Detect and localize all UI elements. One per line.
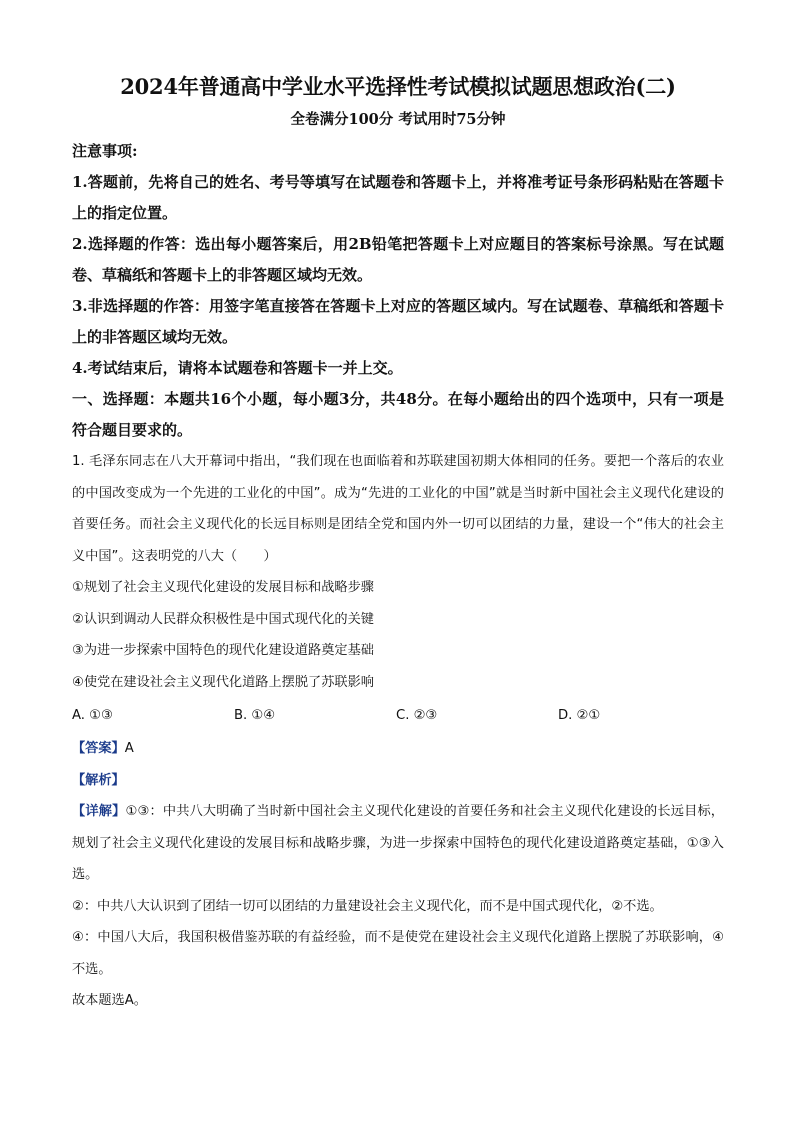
option-d: D. ②①: [558, 708, 601, 723]
document-title: 2024年普通高中学业水平选择性考试模拟试题思想政治(二): [120, 74, 676, 99]
analysis-line: [72, 765, 724, 797]
detail-text-1: ①③：中共八大明确了当时新中国社会主义现代化建设的首要任务和社会主义现代化建设的长远目标，规划了社会主义现代化建设的发展目标和战略步骤，为进一步探索中国特色的现代化建设道路奠定基础，①③入选。: [72, 804, 724, 882]
statement-4: ④使党在建设社会主义现代化道路上摆脱了苏联影响: [72, 674, 374, 690]
conclusion: 故本题选A。: [72, 993, 147, 1008]
answer-line: [72, 733, 724, 765]
exam-info: 全卷满分100分 考试用时75分钟: [290, 111, 506, 128]
answer-options: [72, 700, 724, 731]
answer-tag: 【答案】: [72, 741, 125, 756]
option-a: A. ①③: [72, 708, 113, 723]
notice-item-2: 2.选择题的作答：选出每小题答案后，用2B铅笔把答题卡上对应题目的答案标号涂黑。写在试题卷、草稿纸和答题卡上的非答题区域均无效。: [72, 235, 724, 284]
notice-heading: 注意事项:: [72, 142, 138, 160]
detail-paragraph-3: ④：中国八大后，我国积极借鉴苏联的有益经验，而不是使党在建设社会主义现代化道路上摆脱了苏联影响，④不选。: [72, 930, 724, 977]
option-b: B. ①④: [234, 708, 276, 723]
detail-paragraph-1: [72, 796, 724, 891]
statement-3: ③为进一步探索中国特色的现代化建设道路奠定基础: [72, 643, 374, 658]
analysis-tag: 【解析】: [72, 772, 125, 788]
section-heading: 一、选择题：本题共16个小题，每小题3分，共48分。在每小题给出的四个选项中，只有一项是符合题目要求的。: [72, 390, 724, 439]
detail-paragraph-2: ②：中共八大认识到了团结一切可以团结的力量建设社会主义现代化，而不是中国式现代化，②不选。: [72, 898, 663, 914]
answer-value: A: [124, 741, 134, 756]
option-c: C. ②③: [396, 708, 438, 723]
notice-item-1: 1.答题前，先将自己的姓名、考号等填写在试题卷和答题卡上，并将准考证号条形码粘贴在答题卡上的指定位置。: [72, 173, 724, 222]
document-page: [72, 64, 724, 1017]
notice-item-4: 4.考试结束后，请将本试题卷和答题卡一并上交。: [72, 359, 403, 377]
statement-2: ②认识到调动人民群众积极性是中国式现代化的关键: [72, 611, 374, 627]
question-stem: 1. 毛泽东同志在八大开幕词中指出，“我们现在也面临着和苏联建国初期大体相同的任务。要把一个落后的农业的中国改变成为一个先进的工业化的中国”。成为“先进的工业化的中国”就是当时新中国社会主义现代化建设的首要任务。而社会主义现代化的长远目标则是团结全党和国内外一切可以团结的力量，建设一个“伟大的社会主义中国”。这表明党的八大（ ）: [72, 454, 724, 564]
notice-item-3: 3.非选择题的作答：用签字笔直接答在答题卡上对应的答题区域内。写在试题卷、草稿纸和答题卡上的非答题区域均无效。: [72, 297, 724, 346]
statement-1: ①规划了社会主义现代化建设的发展目标和战略步骤: [72, 580, 374, 595]
detail-tag: 【详解】: [72, 804, 126, 819]
